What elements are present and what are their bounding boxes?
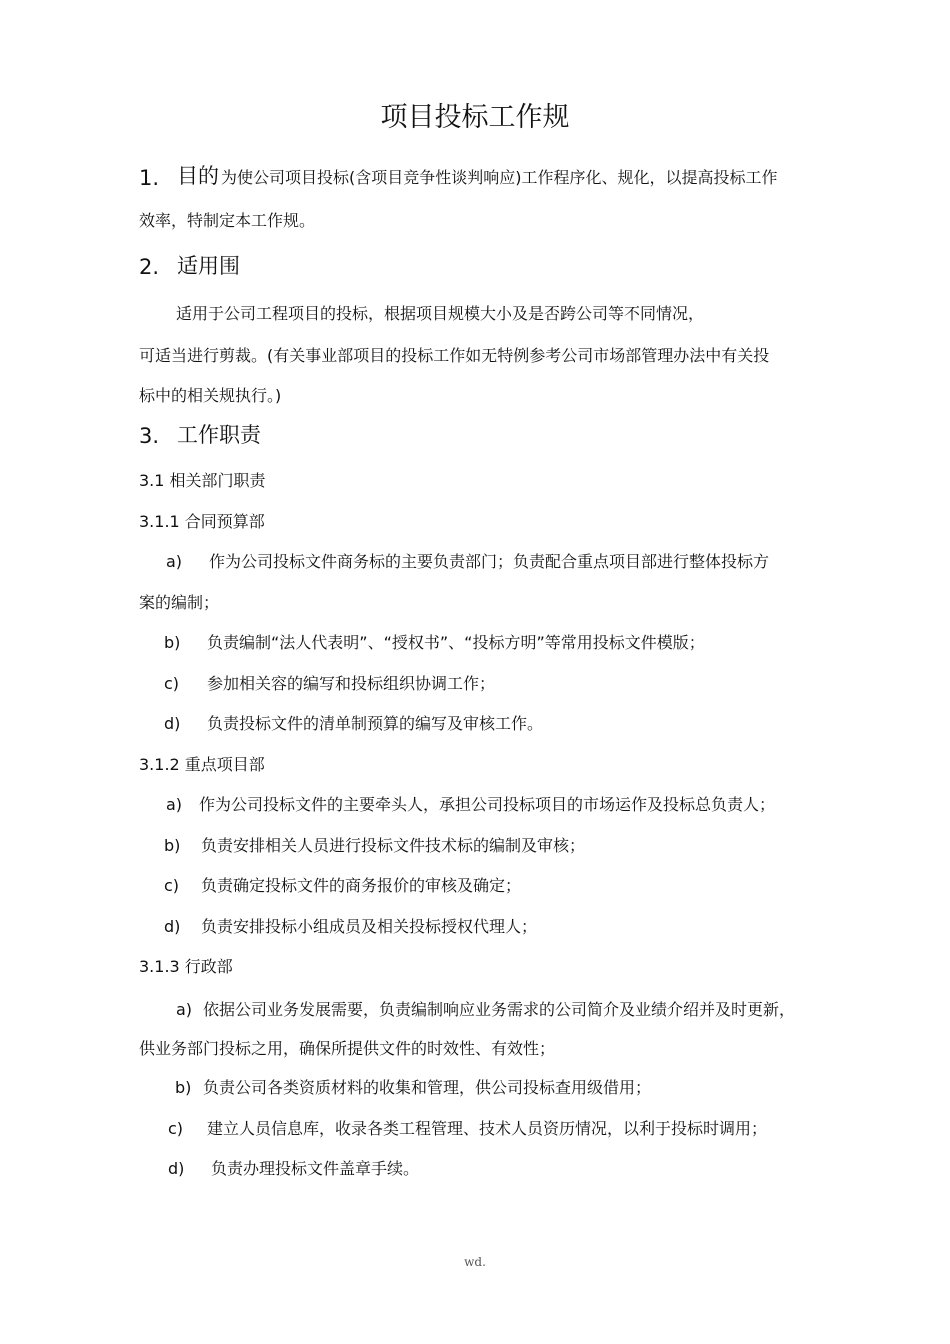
list-item-label: a) — [176, 1000, 193, 1019]
list-item-text: 负责办理投标文件盖章手续。 — [211, 1159, 420, 1178]
list-item-text: 负责安排相关人员进行投标文件技术标的编制及审核； — [201, 836, 586, 855]
list-item-text: 参加相关容的编写和投标组织协调工作； — [207, 674, 496, 693]
subsection-3-1-heading: 3.1 相关部门职责 — [139, 471, 266, 490]
list-item-text: 作为公司投标文件商务标的主要负责部门；负责配合重点项目部进行整体投标方 — [209, 552, 770, 571]
list-item-label: d) — [164, 714, 181, 733]
list-item-label: d) — [168, 1159, 185, 1178]
section-1-heading: 目的 — [177, 164, 219, 188]
list-item-label: b) — [175, 1078, 192, 1097]
section-2-line2: 可适当进行剪裁。(有关事业部项目的投标工作如无特例参考公司市场部管理办法中有关投 — [139, 346, 770, 365]
document-title: 项目投标工作规 — [380, 102, 570, 133]
list-item-text: 建立人员信息库，收录各类工程管理、技术人员资历情况，以利于投标时调用； — [207, 1119, 768, 1138]
list-item-text: 依据公司业务发展需要，负责编制响应业务需求的公司简介及业绩介绍并及时更新， — [203, 1000, 796, 1019]
subsection-3-1-2-heading: 3.1.2 重点项目部 — [139, 755, 265, 774]
list-item-label: b) — [164, 633, 181, 652]
section-3-heading: 工作职责 — [177, 423, 261, 447]
section-2-line1: 适用于公司工程项目的投标，根据项目规模大小及是否跨公司等不同情况， — [176, 304, 705, 323]
page-footer: wd. — [464, 1255, 486, 1269]
list-item-text: 负责投标文件的清单制预算的编写及审核工作。 — [207, 714, 544, 733]
section-1-number: 1. — [139, 166, 160, 190]
list-item-text: 作为公司投标文件的主要牵头人，承担公司投标项目的市场运作及投标总负责人； — [199, 795, 776, 814]
section-2-line3: 标中的相关规执行。) — [139, 386, 282, 405]
section-3-number: 3. — [139, 424, 160, 448]
section-1-text-line1: 为使公司项目投标(含项目竞争性谈判响应)工作程序化、规化，以提高投标工作 — [221, 168, 778, 187]
list-item-continuation: 供业务部门投标之用，确保所提供文件的时效性、有效性； — [139, 1039, 556, 1058]
list-item-label: d) — [164, 917, 181, 936]
list-item-label: c) — [164, 876, 180, 895]
list-item-text: 负责安排投标小组成员及相关投标授权代理人； — [201, 917, 538, 936]
list-item-text: 负责编制“法人代表明”、“授权书”、“投标方明”等常用投标文件模版； — [207, 633, 705, 652]
list-item-text: 负责确定投标文件的商务报价的审核及确定； — [201, 876, 522, 895]
subsection-3-1-3-heading: 3.1.3 行政部 — [139, 957, 233, 976]
list-item-label: a) — [166, 552, 183, 571]
list-item-label: c) — [168, 1119, 184, 1138]
section-2-number: 2. — [139, 255, 160, 279]
list-item-text: 负责公司各类资质材料的收集和管理，供公司投标查用级借用； — [203, 1078, 652, 1097]
list-item-continuation: 案的编制； — [139, 593, 220, 612]
list-item-label: a) — [166, 795, 183, 814]
list-item-label: b) — [164, 836, 181, 855]
section-1-text-line2: 效率，特制定本工作规。 — [139, 211, 316, 230]
section-2-heading: 适用围 — [177, 254, 240, 278]
subsection-3-1-1-heading: 3.1.1 合同预算部 — [139, 512, 265, 531]
list-item-label: c) — [164, 674, 180, 693]
